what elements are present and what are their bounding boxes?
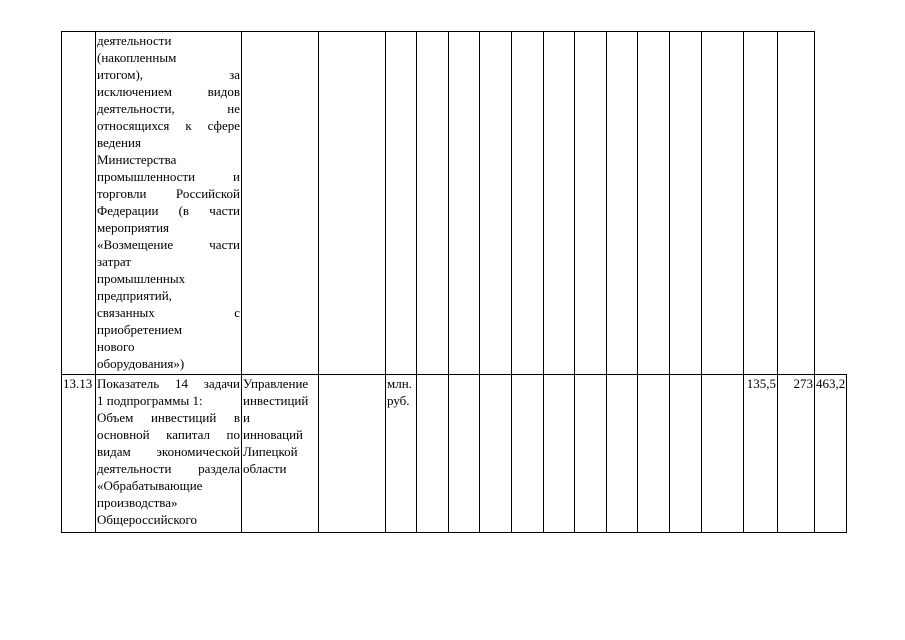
indicator-text-line: основной капитал по xyxy=(97,427,240,442)
indicator-text-line: промышленных xyxy=(97,271,186,286)
table-row xyxy=(62,32,847,375)
value-cell: 273 xyxy=(778,375,815,533)
indicator-text-line: приобретением xyxy=(97,322,183,337)
indicator-text-line: видам экономической xyxy=(97,444,240,459)
value-cell xyxy=(638,375,670,533)
responsible-text-line: и xyxy=(243,410,250,425)
responsible-cell xyxy=(242,375,319,533)
responsible-text-line: Липецкой xyxy=(243,444,298,459)
value-cell xyxy=(744,32,778,375)
indicator-text-line: Общероссийского xyxy=(97,512,197,527)
indicator-text-line: Министерства xyxy=(97,152,177,167)
indicator-text-line: «Обрабатывающие xyxy=(97,478,203,493)
value-cell xyxy=(638,32,670,375)
indicator-text-line: деятельности раздела xyxy=(97,461,240,476)
indicator-text-line: деятельности xyxy=(97,33,172,48)
value-cell xyxy=(575,375,607,533)
responsible-text-line: инноваций xyxy=(243,427,303,442)
indicator-text-line: нового xyxy=(97,339,135,354)
value-cell xyxy=(544,32,575,375)
value-cell xyxy=(670,32,702,375)
indicator-text-line: Федерации (в части xyxy=(97,203,240,218)
value-cell xyxy=(417,375,449,533)
indicator-text-line: связанных с xyxy=(97,305,240,320)
indicator-text-line: исключением видов xyxy=(97,84,240,99)
empty-cell xyxy=(319,375,386,533)
value-cell xyxy=(670,375,702,533)
unit-cell xyxy=(386,375,417,533)
value-cell: 135,5 xyxy=(744,375,778,533)
indicator-text-line: производства» xyxy=(97,495,178,510)
responsible-cell xyxy=(242,32,319,375)
indicator-text-line: предприятий, xyxy=(97,288,172,303)
row-number-cell xyxy=(62,32,96,375)
value-cell xyxy=(575,32,607,375)
indicator-text-line: Объем инвестиций в xyxy=(97,410,240,425)
indicator-text-line: (накопленным xyxy=(97,50,177,65)
unit-text-line: руб. xyxy=(387,393,410,408)
indicator-name-cell xyxy=(96,32,242,375)
indicator-text-line: относящихся к сфере xyxy=(97,118,240,133)
indicator-text-line: 1 подпрограммы 1: xyxy=(97,393,203,408)
value-cell xyxy=(607,32,638,375)
indicator-text-line: деятельности, не xyxy=(97,101,240,116)
value-cell xyxy=(480,375,512,533)
value-cell xyxy=(512,32,544,375)
responsible-text-line: инвестиций xyxy=(243,393,309,408)
table-row xyxy=(62,375,847,533)
indicator-text-line: промышленности и xyxy=(97,169,240,184)
value-cell xyxy=(607,375,638,533)
responsible-text-line: области xyxy=(243,461,287,476)
value-cell xyxy=(702,32,744,375)
value-cell xyxy=(417,32,449,375)
unit-cell xyxy=(386,32,417,375)
row-number-cell: 13.13 xyxy=(62,375,96,533)
value-cell xyxy=(544,375,575,533)
value-cell xyxy=(449,32,480,375)
empty-cell xyxy=(319,32,386,375)
indicator-text-line: ведения xyxy=(97,135,141,150)
responsible-text-line: Управление xyxy=(243,376,309,391)
unit-text-line: млн. xyxy=(387,376,412,391)
value-cell xyxy=(512,375,544,533)
indicator-text-line: Показатель 14 задачи xyxy=(97,376,240,391)
value-cell xyxy=(449,375,480,533)
indicator-text-line: торговли Российской xyxy=(97,186,240,201)
indicator-text-line: мероприятия xyxy=(97,220,170,235)
value-cell xyxy=(480,32,512,375)
indicator-text-line: затрат xyxy=(97,254,132,269)
indicator-name-cell xyxy=(96,375,242,533)
indicator-text-line: итогом), за xyxy=(97,67,240,82)
value-cell xyxy=(702,375,744,533)
indicator-text-line: оборудования») xyxy=(97,356,185,371)
value-cell xyxy=(778,32,815,375)
value-cell: 463,2 xyxy=(815,375,847,533)
indicator-text-line: «Возмещение части xyxy=(97,237,240,252)
indicators-table xyxy=(61,31,847,533)
